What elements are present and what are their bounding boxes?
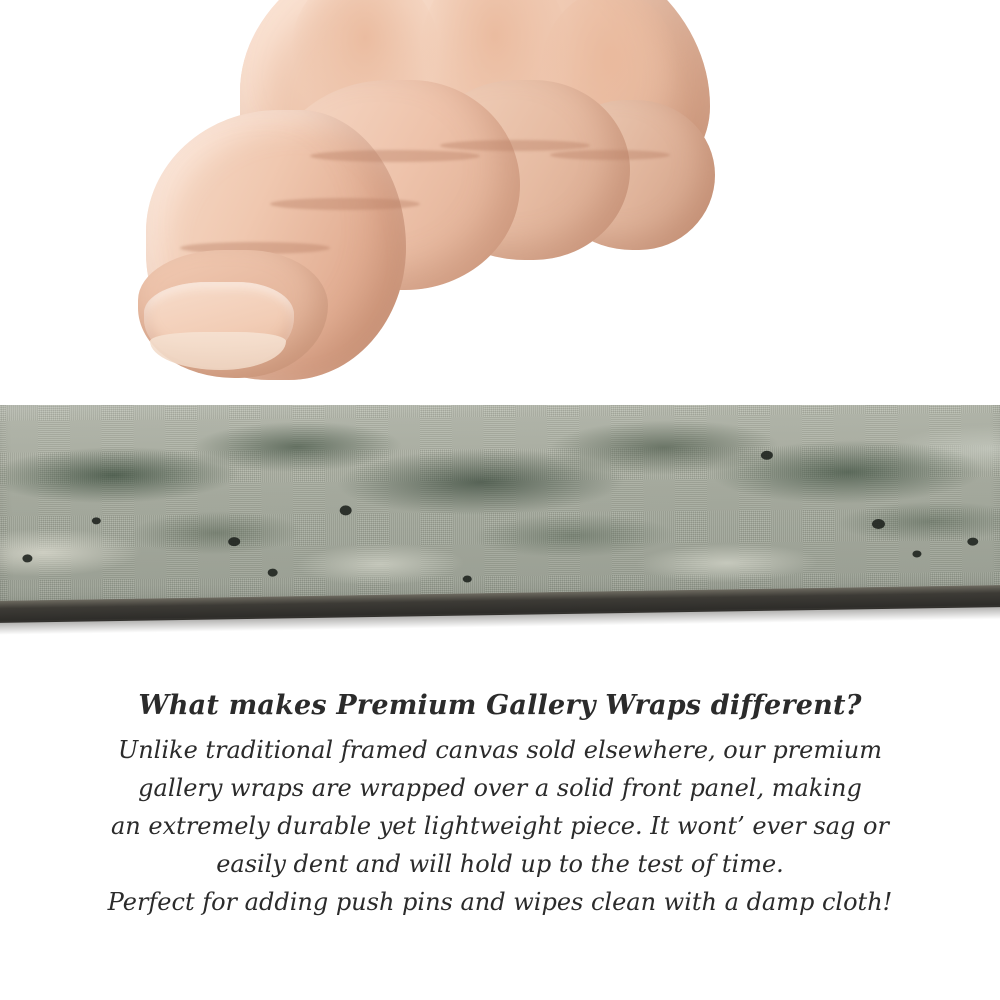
caption-line: an extremely durable yet lightweight piece. It wont’ ever sag or bbox=[111, 812, 889, 840]
finger-crease bbox=[440, 140, 590, 151]
canvas-speck bbox=[228, 537, 240, 546]
canvas-speck bbox=[22, 554, 32, 562]
canvas-speck bbox=[340, 505, 352, 515]
canvas-wrap-strip bbox=[0, 405, 1000, 640]
canvas-printed-surface bbox=[0, 405, 1000, 617]
finger-crease bbox=[550, 150, 670, 160]
canvas-speck bbox=[967, 537, 978, 545]
finger-crease bbox=[270, 198, 420, 210]
hand-photo-area bbox=[0, 0, 1000, 410]
canvas-speck bbox=[92, 517, 101, 524]
caption-line: Perfect for adding push pins and wipes clean with a damp cloth! bbox=[107, 888, 893, 916]
caption-title: What makes Premium Gallery Wraps different? bbox=[138, 690, 862, 721]
hand-finger-pressing bbox=[120, 0, 700, 410]
canvas-speck bbox=[268, 569, 278, 577]
caption-line: Unlike traditional framed canvas sold elsewhere, our premium bbox=[117, 736, 882, 764]
finger-crease bbox=[310, 150, 480, 162]
canvas-speck bbox=[761, 451, 773, 460]
caption-line: gallery wraps are wrapped over a solid front panel, making bbox=[138, 774, 862, 802]
canvas-speck bbox=[872, 519, 885, 529]
caption-block bbox=[0, 690, 1000, 921]
canvas-speck bbox=[463, 575, 472, 582]
caption-line: easily dent and will hold up to the test of time. bbox=[216, 850, 784, 878]
canvas-speck bbox=[912, 550, 921, 557]
